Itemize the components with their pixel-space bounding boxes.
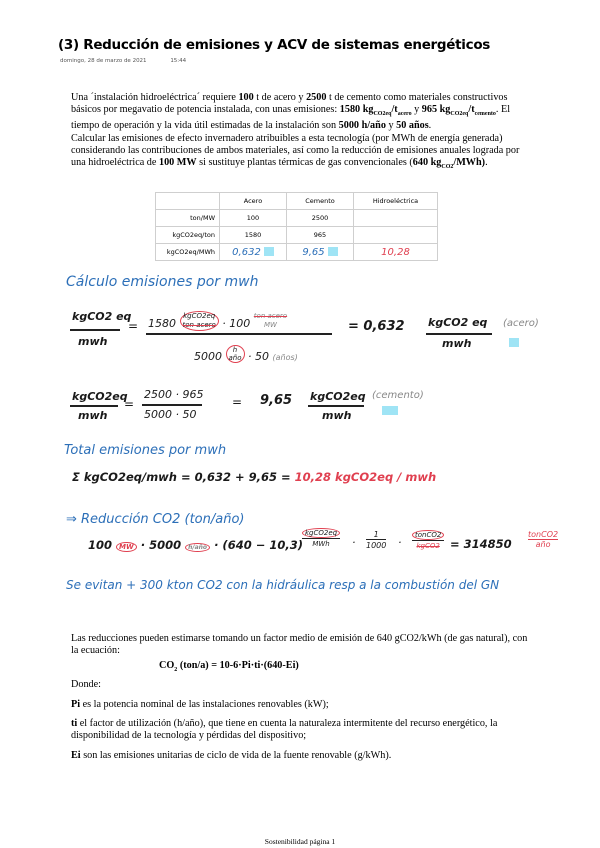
fraction-bar: [308, 405, 364, 407]
table-row: [156, 210, 438, 227]
f2-lhs-den: mwh: [78, 409, 108, 422]
table-row: [156, 244, 438, 261]
f2-result-unit-num: kgCO2eq: [310, 390, 366, 403]
reduction-result: = 314850: [450, 537, 512, 551]
table-cell: 100: [220, 210, 287, 227]
conclusion-note: Se evitan + 300 kton CO2 con la hidráulica resp a la combustión del GN: [66, 578, 500, 592]
page-date: domingo, 28 de marzo de 2021: [60, 58, 147, 64]
page-meta: [60, 58, 186, 64]
f2-numerator: 2500 · 965: [144, 388, 204, 401]
f1-result: = 0,632: [348, 319, 405, 334]
intro-line-5: considerando las contribuciones de ambos materiales, así como la reducción de emisiones anuales lograda por: [71, 144, 520, 156]
f2-note: (cemento): [372, 390, 424, 401]
table-cell: 1580: [220, 227, 287, 244]
body-paragraph: Las reducciones pueden estimarse tomando un factor medio de emisión de 640 gCO2/kWh (de gas natural), con la ecuación:: [71, 633, 528, 657]
reduction-frac-3: tonCO2 kgCO2: [412, 530, 444, 550]
highlight-mark: [382, 406, 398, 415]
emissions-table: [155, 192, 438, 261]
table-cell: [354, 210, 438, 227]
fraction-bar: [70, 329, 120, 331]
table-cell-handwritten: 10,28: [354, 244, 438, 261]
table-cell: [354, 227, 438, 244]
definition-ti: ti el factor de utilización (h/año), que tiene en cuenta la naturaleza intermitente del recurso energético, la disponibilidad de la tecnología y pérdidas del dispositivo;: [71, 718, 498, 742]
f1-lhs-den: mwh: [78, 335, 108, 348]
table-cell-handwritten: 9,65: [287, 244, 354, 261]
donde-label: Donde:: [71, 679, 101, 690]
f1-result-unit-den: mwh: [442, 337, 472, 350]
table-cell: [156, 193, 220, 210]
f1-note: (acero): [503, 318, 539, 329]
intro-line-1: Una ´instalación hidroeléctrica´ requiere 100 t de acero y 2500 t de cemento como materiales constructivos: [71, 92, 508, 103]
f2-result: 9,65: [260, 393, 293, 408]
reduction-frac-1: kgCO2eq MWh: [302, 528, 340, 548]
equation: $CO_2$ (ton/a) = 10-6·Pi·ti·(640-Ei): [159, 660, 299, 674]
f1-numerator: 1580 kgCO2eq ton acero · 100 ton acero MW: [148, 312, 288, 330]
table-row: [156, 227, 438, 244]
fraction-bar: [426, 333, 492, 335]
multiply: ·: [352, 536, 356, 549]
table-header: Cemento: [287, 193, 354, 210]
definition-pi: Pi es la potencia nominal de las instalaciones renovables (kW);: [71, 699, 329, 710]
f2-denominator: 5000 · 50: [144, 408, 197, 421]
page-time: 15:44: [170, 58, 187, 64]
intro-line-2: básicos por megavatio de potencia instalada, con unas emisiones: 1580 $kg_{CO2eq}/t_{acero}$ y 965 $kg_{CO2eq}/t_{cemento}$. El: [71, 104, 511, 118]
equals: =: [124, 397, 135, 411]
table-cell: 965: [287, 227, 354, 244]
equals: =: [128, 319, 139, 333]
highlight-mark: [264, 247, 274, 256]
table-cell: kgCO2eq/ton: [156, 227, 220, 244]
page-title: (3) Reducción de emisiones y ACV de sistemas energéticos: [58, 37, 491, 53]
fraction-bar: [146, 333, 332, 335]
f1-result-unit-num: kgCO2 eq: [428, 316, 488, 329]
reduction-formula: 100 MW · 5000 h/año · (640 − 10,3): [88, 538, 303, 552]
f1-lhs-num: kgCO2 eq: [72, 310, 132, 323]
reduction-frac-2: 1 1000: [366, 530, 387, 550]
f2-result-unit-den: mwh: [322, 409, 352, 422]
definition-ei: Ei son las emisiones unitarias de ciclo de vida de la fuente renovable (g/kWh).: [71, 750, 392, 761]
table-header: Acero: [220, 193, 287, 210]
f2-lhs-num: kgCO2eq: [72, 390, 128, 403]
fraction-bar: [70, 405, 118, 407]
highlight-mark: [509, 338, 519, 347]
table-cell: 2500: [287, 210, 354, 227]
table-cell-handwritten: 0,632: [220, 244, 287, 261]
multiply: ·: [398, 536, 402, 549]
intro-line-6: una hidroeléctrica de 100 MW si sustituye plantas térmicas de gas convencionales (640 $kg_{CO2}/MWh$).: [71, 157, 488, 171]
notes-heading-1: Cálculo emisiones por mwh: [66, 274, 259, 290]
intro-line-3: tiempo de operación y la vida útil estimadas de la instalación son 5000 h/año y 50 años.: [71, 120, 432, 132]
table-cell: kgCO2eq/MWh: [156, 244, 220, 261]
notes-heading-3: ⇒ Reducción CO2 (ton/año): [66, 512, 245, 527]
f1-denominator: 5000 h año · 50 (años): [194, 346, 298, 363]
problem-statement: [71, 92, 576, 173]
table-header-row: [156, 193, 438, 210]
equals: =: [232, 395, 243, 409]
table-header: Hidroeléctrica: [354, 193, 438, 210]
fraction-bar: [142, 404, 202, 406]
total-sum: Σ kgCO2eq/mwh = 0,632 + 9,65 = 10,28 kgCO2eq / mwh: [72, 470, 437, 484]
reduction-unit: tonCO2 año: [528, 530, 559, 549]
intro-line-4: Calcular las emisiones de efecto invernadero atribuibles a esta tecnología (por MWh de energía generada): [71, 132, 503, 144]
notes-heading-2: Total emisiones por mwh: [64, 443, 227, 458]
table-cell: ton/MW: [156, 210, 220, 227]
page-footer: Sostenibilidad página 1: [264, 837, 336, 846]
highlight-mark: [328, 247, 338, 256]
